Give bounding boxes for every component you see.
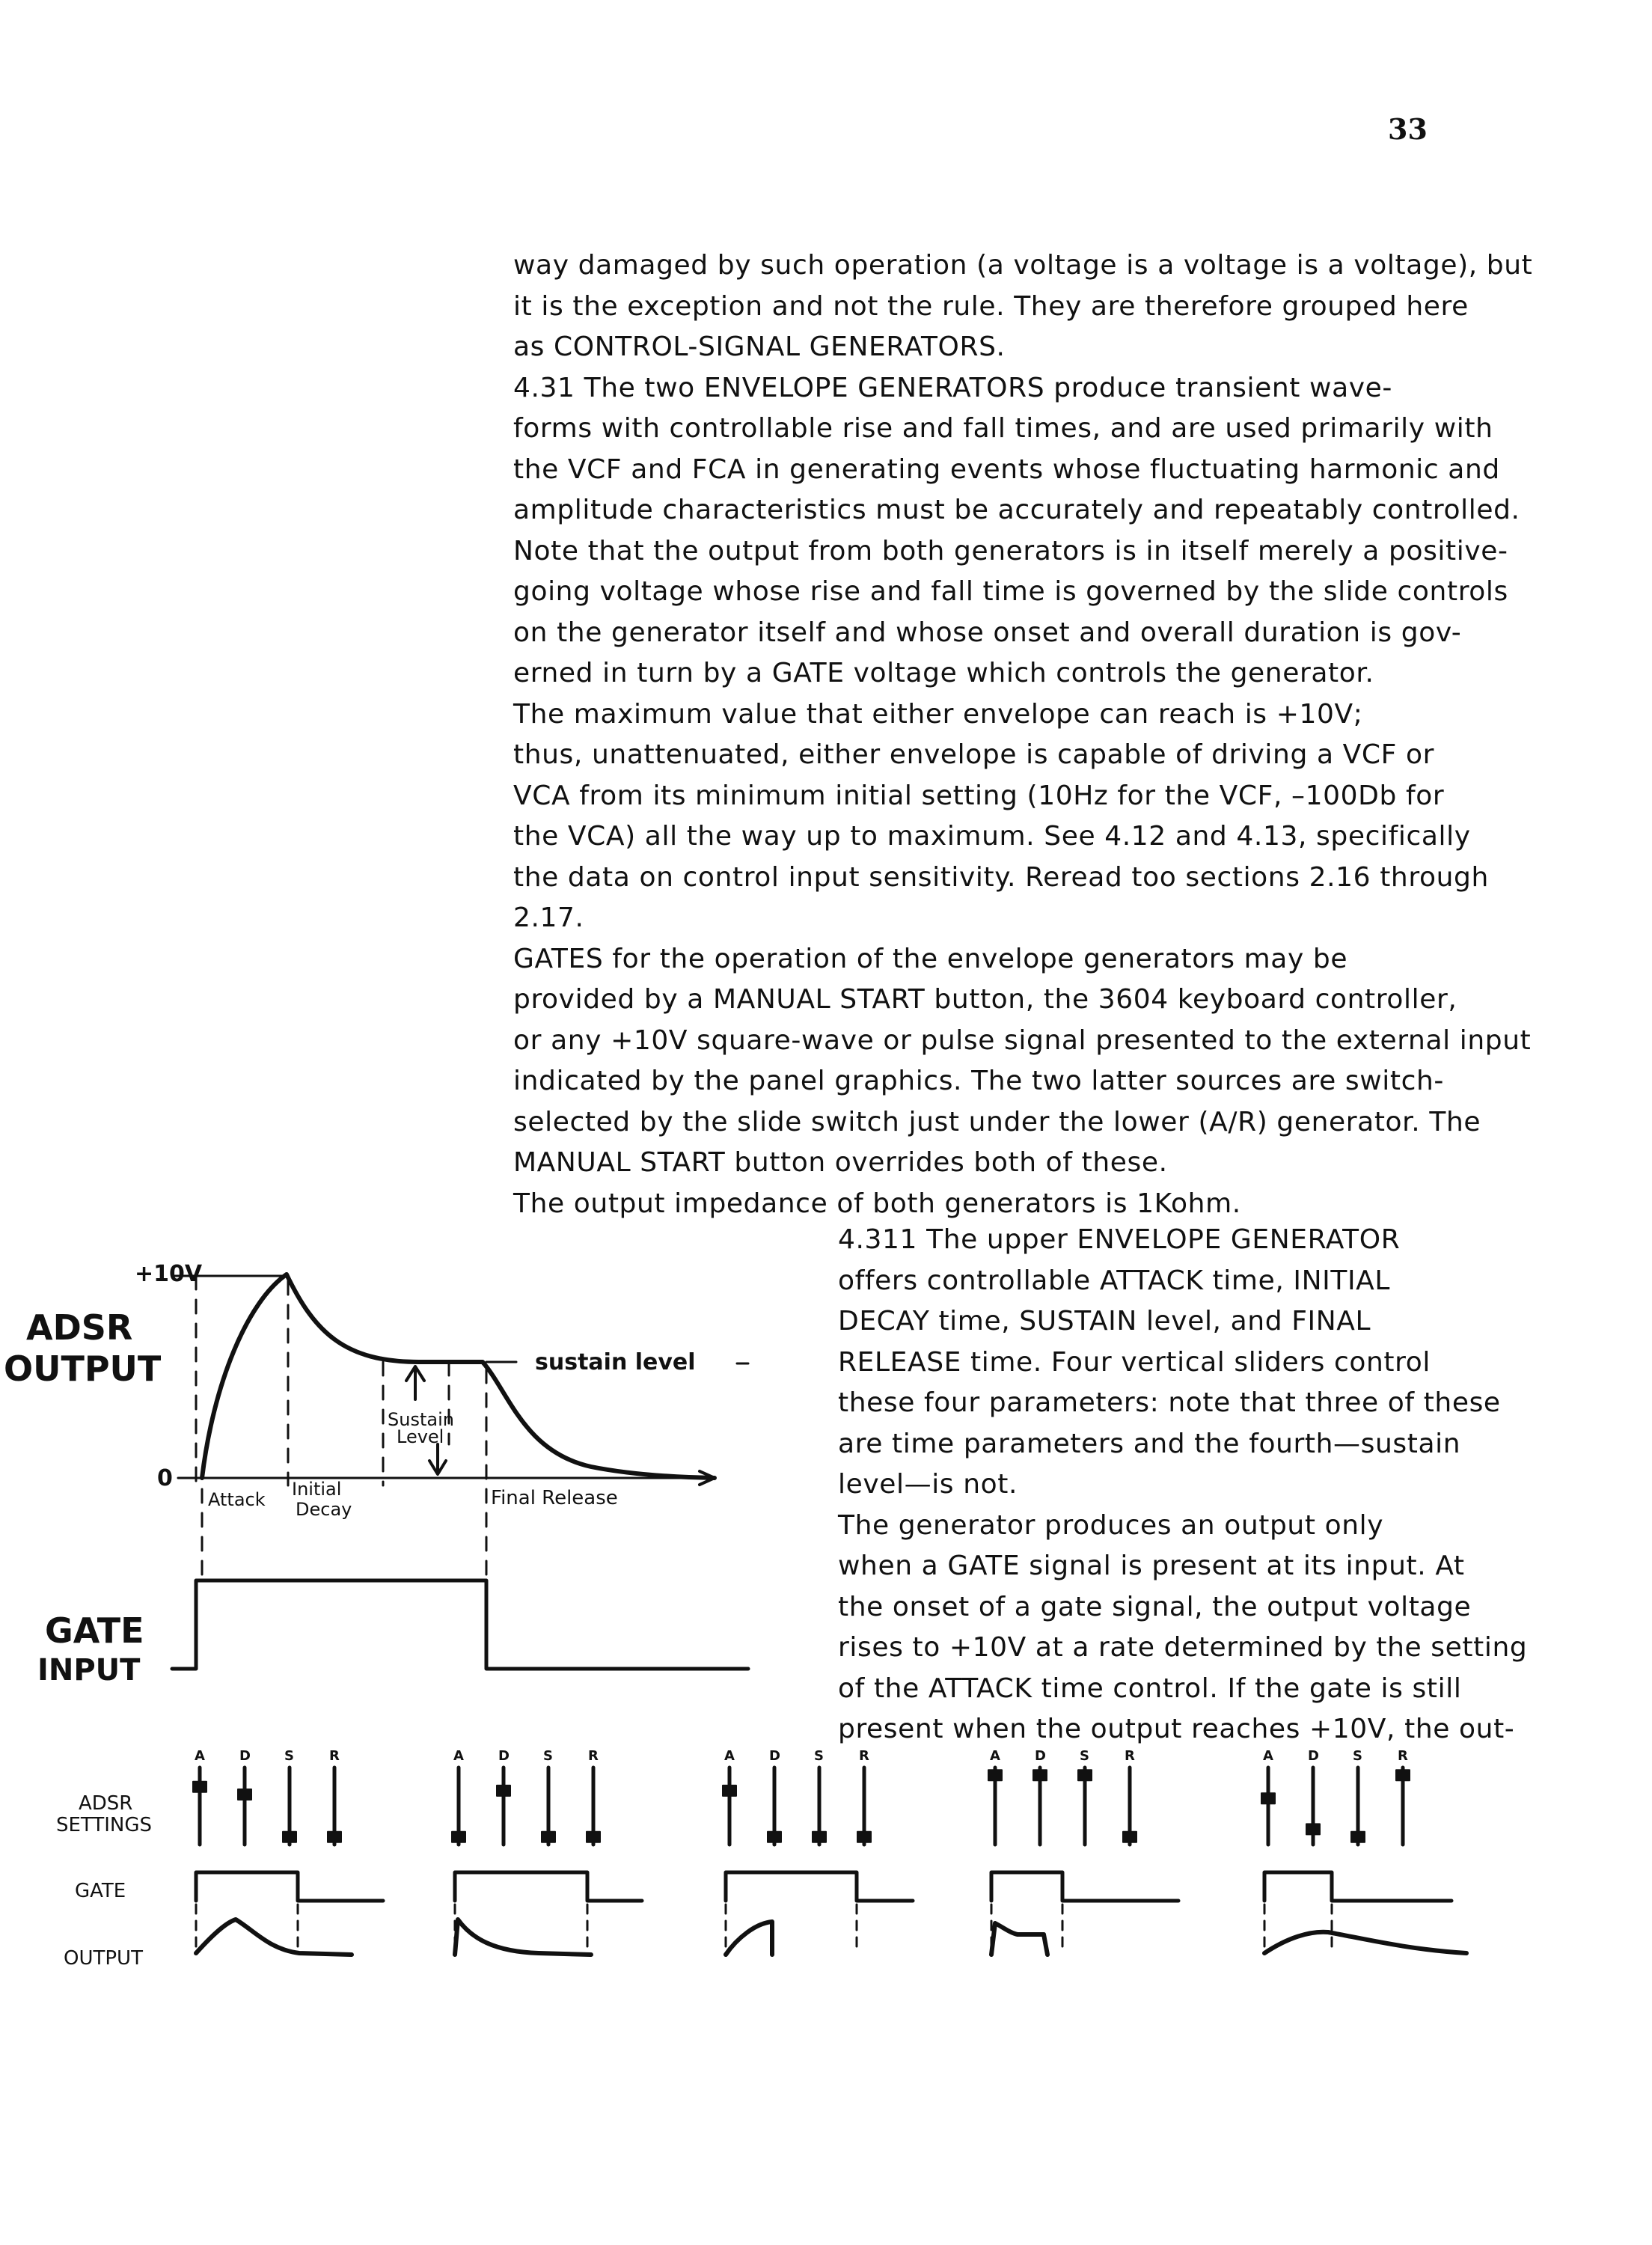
- slider-letter: S: [1353, 1748, 1362, 1764]
- side-text-line: present when the output reaches +10V, the out-: [838, 1714, 1515, 1744]
- slider-letter: D: [1035, 1748, 1046, 1764]
- output-curve: [455, 1919, 591, 1955]
- slider-letter: S: [284, 1748, 294, 1764]
- slider-knob: [542, 1832, 555, 1842]
- main-text-line: 4.31 The two ENVELOPE GENERATORS produce transient wave-: [513, 372, 1392, 403]
- main-text-line: amplitude characteristics must be accurately and repeatably controlled.: [513, 495, 1520, 525]
- main-text-line: forms with controllable rise and fall times, and are used primarily with: [513, 413, 1493, 444]
- label-sustain-2: Level: [397, 1426, 444, 1447]
- main-text-line: the VCF and FCA in generating events whose fluctuating harmonic and: [513, 453, 1500, 485]
- label-sustain-level: sustain level: [535, 1349, 696, 1375]
- slider-letter: A: [990, 1748, 1000, 1764]
- label-gate-input-2: INPUT: [37, 1653, 141, 1687]
- slider-letter: S: [1080, 1748, 1089, 1764]
- label-plus10v: +10V: [135, 1261, 203, 1287]
- slider-letter: D: [769, 1748, 780, 1764]
- page-number: 33: [1388, 112, 1428, 146]
- side-text-line: rises to +10V at a rate determined by the setting: [838, 1632, 1528, 1663]
- slider-knob: [497, 1786, 510, 1796]
- main-text-line: indicated by the panel graphics. The two latter sources are switch-: [513, 1066, 1444, 1096]
- slider-knob: [238, 1789, 251, 1800]
- gate-pulse: [726, 1872, 913, 1901]
- main-text-line: The maximum value that either envelope can reach is +10V;: [513, 698, 1363, 730]
- adsr-example-1: [193, 1748, 383, 1955]
- slider-knob: [587, 1832, 600, 1842]
- gate-pulse: [172, 1580, 748, 1669]
- main-text-line: it is the exception and not the rule. They are therefore grouped here: [513, 290, 1469, 322]
- slider-letter: S: [543, 1748, 553, 1764]
- main-text-line: GATES for the operation of the envelope generators may be: [513, 943, 1348, 974]
- slider-letter: R: [1125, 1748, 1135, 1764]
- adsr-envelope-curve: [202, 1274, 715, 1478]
- label-gate: GATE: [75, 1880, 126, 1902]
- main-text-line: going voltage whose rise and fall time is governed by the slide controls: [513, 576, 1508, 607]
- side-text-line: the onset of a gate signal, the output voltage: [838, 1591, 1472, 1622]
- output-curve: [196, 1919, 352, 1955]
- output-curve: [991, 1923, 1047, 1955]
- slider-knob: [768, 1832, 781, 1842]
- slider-letter: S: [814, 1748, 824, 1764]
- slider-letter: R: [1398, 1748, 1408, 1764]
- label-sustain-1: Sustain: [388, 1409, 454, 1430]
- label-initial-2: Decay: [296, 1499, 352, 1520]
- slider-knob: [988, 1770, 1002, 1780]
- label-attack: Attack: [208, 1489, 266, 1510]
- side-text-line: RELEASE time. Four vertical sliders control: [838, 1346, 1431, 1378]
- label-adsr-output-2: OUTPUT: [4, 1348, 162, 1389]
- slider-letter: D: [498, 1748, 510, 1764]
- label-initial-1: Initial: [292, 1479, 342, 1500]
- slider-letter: A: [1263, 1748, 1273, 1764]
- slider-knob: [723, 1786, 736, 1796]
- slider-letter: A: [195, 1748, 205, 1764]
- gate-pulse: [455, 1872, 642, 1901]
- main-text-line: the VCA) all the way up to maximum. See 4.12 and 4.13, specifically: [513, 821, 1471, 852]
- slider-letter: D: [239, 1748, 251, 1764]
- side-text-line: are time parameters and the fourth—sustain: [838, 1428, 1461, 1459]
- slider-knob: [283, 1832, 296, 1842]
- slider-knob: [1351, 1832, 1365, 1842]
- slider-letter: R: [329, 1748, 340, 1764]
- main-text-line: way damaged by such operation (a voltage is a voltage is a voltage), but: [513, 250, 1533, 281]
- slider-knob: [328, 1832, 341, 1842]
- label-adsr-output-1: ADSR: [26, 1307, 133, 1348]
- adsr-example-5: [1261, 1748, 1466, 1953]
- slider-knob: [857, 1832, 871, 1842]
- slider-knob: [1261, 1793, 1275, 1803]
- main-text-line: 2.17.: [513, 902, 584, 933]
- slider-knob: [452, 1832, 465, 1842]
- slider-knob: [193, 1782, 206, 1792]
- label-adsr-settings-1: ADSR: [79, 1792, 133, 1815]
- slider-knob: [1033, 1770, 1047, 1780]
- slider-letter: A: [724, 1748, 735, 1764]
- label-gate-input-1: GATE: [45, 1610, 144, 1651]
- slider-letter: R: [859, 1748, 869, 1764]
- main-text-line: erned in turn by a GATE voltage which controls the generator.: [513, 658, 1374, 688]
- slider-knob: [813, 1832, 826, 1842]
- slider-knob: [1123, 1832, 1136, 1842]
- main-text-line: on the generator itself and whose onset and overall duration is gov-: [513, 617, 1462, 648]
- main-text-line: VCA from its minimum initial setting (10Hz for the VCF, –100Db for: [513, 780, 1445, 811]
- slider-letter: D: [1308, 1748, 1319, 1764]
- main-text-line: selected by the slide switch just under the lower (A/R) generator. The: [513, 1106, 1481, 1137]
- side-text-line: The generator produces an output only: [838, 1509, 1384, 1541]
- main-text-line: as CONTROL-SIGNAL GENERATORS.: [513, 332, 1006, 362]
- slider-knob: [1306, 1824, 1320, 1834]
- label-adsr-settings-2: SETTINGS: [56, 1814, 153, 1836]
- main-text-line: provided by a MANUAL START button, the 3604 keyboard controller,: [513, 984, 1457, 1015]
- main-text-line: Note that the output from both generators is in itself merely a positive-: [513, 535, 1508, 566]
- side-text-line: level—is not.: [838, 1469, 1018, 1500]
- main-text-line: the data on control input sensitivity. Reread too sections 2.16 through: [513, 861, 1489, 893]
- side-text-line: of the ATTACK time control. If the gate is still: [838, 1673, 1462, 1704]
- label-output: OUTPUT: [64, 1947, 143, 1970]
- main-text-line: The output impedance of both generators is 1Kohm.: [513, 1188, 1241, 1219]
- gate-pulse: [196, 1872, 383, 1901]
- label-final-release: Final Release: [491, 1487, 618, 1509]
- adsr-example-4: [988, 1748, 1178, 1955]
- label-zero: 0: [157, 1465, 173, 1491]
- main-text-line: MANUAL START button overrides both of these.: [513, 1147, 1168, 1178]
- gate-pulse: [991, 1872, 1178, 1901]
- adsr-example-3: [723, 1748, 913, 1955]
- slider-knob: [1078, 1770, 1092, 1780]
- main-text-line: thus, unattenuated, either envelope is capable of driving a VCF or: [513, 739, 1434, 770]
- side-text-line: 4.311 The upper ENVELOPE GENERATOR: [838, 1224, 1401, 1255]
- slider-letter: A: [453, 1748, 464, 1764]
- side-text-line: DECAY time, SUSTAIN level, and FINAL: [838, 1306, 1371, 1337]
- slider-knob: [1396, 1770, 1410, 1780]
- adsr-examples: [193, 1748, 1466, 1955]
- slider-letter: R: [588, 1748, 599, 1764]
- output-curve: [1264, 1932, 1466, 1953]
- side-text-line: these four parameters: note that three of these: [838, 1387, 1501, 1418]
- output-curve: [726, 1922, 772, 1955]
- gate-pulse: [1264, 1872, 1451, 1901]
- main-text-line: or any +10V square-wave or pulse signal presented to the external input: [513, 1024, 1532, 1056]
- side-text-line: when a GATE signal is present at its input. At: [838, 1551, 1465, 1581]
- adsr-example-2: [452, 1748, 642, 1955]
- side-text-line: offers controllable ATTACK time, INITIAL: [838, 1265, 1391, 1296]
